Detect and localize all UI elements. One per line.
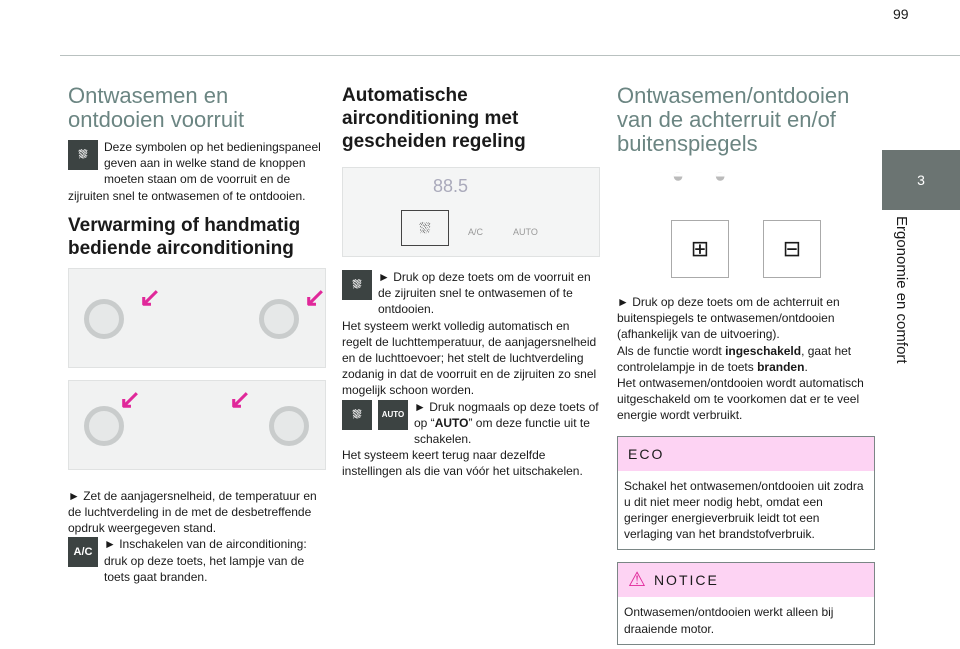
text-bold: ingeschakeld	[725, 343, 802, 358]
panel-auto-label: AUTO	[513, 227, 538, 237]
auto-ac-panel-image	[342, 167, 600, 257]
rear-defrost-button-icon: ⊟	[763, 220, 821, 278]
section-title: Ontwasemen/ontdooien van de achterruit en/of buitenspiegels	[617, 83, 850, 156]
windscreen-defrost-icon: ⛆	[342, 400, 372, 430]
section-heading: Verwarming of handmatig bediende airconditioning	[68, 214, 301, 259]
text-part: , gaat het controlelampje in de toets	[617, 343, 852, 374]
notice-box	[617, 562, 875, 644]
step-1-text: ► Druk op deze toets om de voorruit en de zijruiten snel te ontwasemen of te ontdooien.	[378, 270, 591, 317]
panel-ac-label: A/C	[468, 227, 484, 237]
warning-icon: ⚠	[628, 569, 646, 592]
step-1-text: ► Zet de aanjagersnelheid, de temperatuur en de luchtverdeling in de met de desbetreffende opdruk weergegeven stand.	[68, 488, 317, 536]
notice-title: NOTICE	[653, 572, 719, 589]
chapter-tab[interactable]: 3	[882, 150, 960, 210]
text-bold: branden	[757, 359, 805, 374]
text-part: .	[804, 359, 808, 374]
manual-ac-panel-image-2: ↙ ↙	[68, 380, 326, 470]
paragraph-1: Het systeem werkt volledig automatisch en regelt de luchttemperatuur, de aanjagersnelheid en de luchttoevoer; het stelt de luchtverdeling zodanig in dat de voorruit en de zijruiten zo snel mogelijk schoon worden.	[342, 318, 597, 398]
windscreen-defrost-icon: ⛆	[68, 140, 98, 170]
chapter-title: Ergonomie en comfort	[893, 216, 910, 364]
step-2-part: ► Druk nogmaals op deze toets of op “	[414, 399, 599, 430]
section-title: Ontwasemen en ontdooien voorruit	[68, 83, 245, 132]
paragraph-2: Het systeem keert terug naar dezelfde instellingen als die van vóór het uitschakelen.	[342, 448, 583, 479]
eco-title: ECO	[618, 437, 874, 471]
eco-box	[617, 436, 875, 551]
column-1	[68, 84, 326, 585]
page-number: 99	[893, 6, 909, 22]
header-divider	[60, 55, 960, 56]
step-2-text: ► Inschakelen van de airconditioning: druk op deze toets, het lampje van de toets gaat branden.	[104, 537, 307, 584]
ac-icon: A/C	[68, 537, 98, 567]
step-2-bold: AUTO	[434, 415, 469, 430]
section-heading: Automatische airconditioning met gescheiden regeling	[342, 85, 526, 152]
intro-text: Deze symbolen op het bedieningspaneel geven aan in welke stand de knoppen moeten staan om de voorruit en de zijruiten snel te ontwasemen of te ontdooien.	[68, 140, 321, 203]
column-3	[617, 84, 875, 645]
eco-text: Schakel het ontwasemen/ontdooien uit zodra u dit niet meer nodig hebt, omdat een geringer energieverbruik leidt tot een verlaging van het brandstofverbruik.	[624, 478, 864, 542]
manual-ac-panel-image-1: ↙ ↙	[68, 268, 326, 368]
column-2	[342, 84, 600, 480]
panel-display: 88.5	[433, 176, 469, 196]
notice-text: Ontwasemen/ontdooien werkt alleen bij draaiende motor.	[624, 605, 834, 636]
rear-defrost-button-icon: ⊞	[671, 220, 729, 278]
auto-icon: AUTO	[378, 400, 408, 430]
text-part: Als de functie wordt	[617, 343, 726, 358]
windscreen-defrost-icon: ⛆	[342, 270, 372, 300]
paragraph: Het ontwasemen/ontdooien wordt automatisch uitgeschakeld om te voorkomen dat er te veel energie wordt verbruikt.	[617, 376, 864, 423]
step-text: ► Druk op deze toets om de achterruit en buitenspiegels te ontwasemen/ontdooien (afhankelijk van de uitvoering).	[617, 295, 840, 342]
step-2-part: ” om deze functie uit te schakelen.	[414, 415, 590, 447]
activation-text	[617, 343, 875, 375]
rear-defrost-image: ◒◒ ⊞ ⊟	[617, 168, 875, 288]
defrost-button: ⛆	[401, 210, 449, 246]
